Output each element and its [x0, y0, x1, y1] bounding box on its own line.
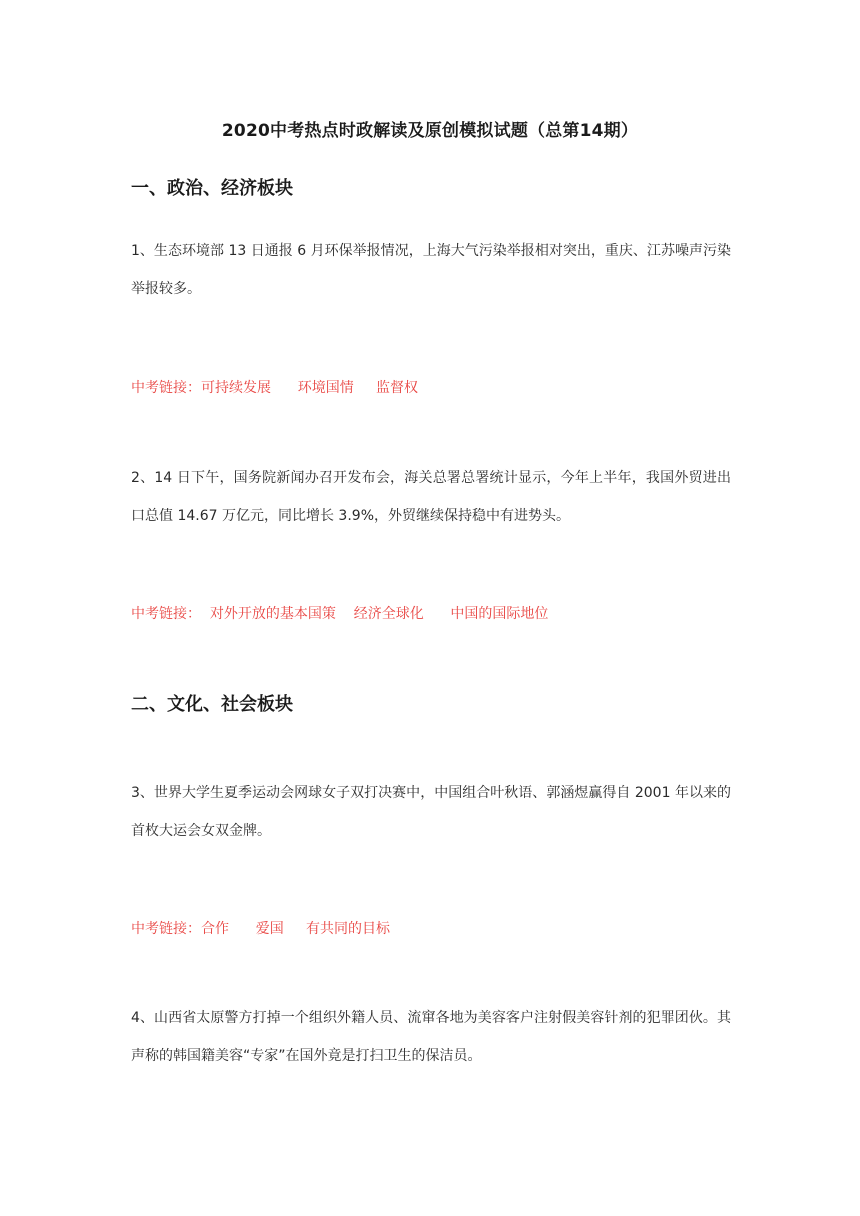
news-item-3: 3、世界大学生夏季运动会网球女子双打决赛中，中国组合叶秋语、郭涵煜赢得自 2001 年以来的首枚大运会女双金牌。	[131, 785, 731, 839]
section-heading-culture-society: 二、文化、社会板块	[131, 694, 293, 715]
exam-link-3: 中考链接：合作 爱国 有共同的目标	[131, 921, 390, 937]
exam-link-2: 中考链接： 对外开放的基本国策 经济全球化 中国的国际地位	[131, 606, 549, 622]
news-item-1: 1、生态环境部 13 日通报 6 月环保举报情况，上海大气污染举报相对突出，重庆、江苏噪声污染举报较多。	[131, 243, 731, 297]
section-heading-politics-economy: 一、政治、经济板块	[131, 178, 293, 199]
exam-link-1: 中考链接：可持续发展 环境国情 监督权	[131, 380, 418, 396]
news-item-2: 2、14 日下午，国务院新闻办召开发布会，海关总署总署统计显示，今年上半年，我国外贸进出口总值 14.67 万亿元，同比增长 3.9%，外贸继续保持稳中有进势头。	[131, 470, 731, 524]
document-title: 2020中考热点时政解读及原创模拟试题（总第14期）	[221, 121, 639, 141]
news-item-4: 4、山西省太原警方打掉一个组织外籍人员、流窜各地为美容客户注射假美容针剂的犯罪团伙。其声称的韩国籍美容“专家”在国外竟是打扫卫生的保洁员。	[131, 1010, 731, 1064]
